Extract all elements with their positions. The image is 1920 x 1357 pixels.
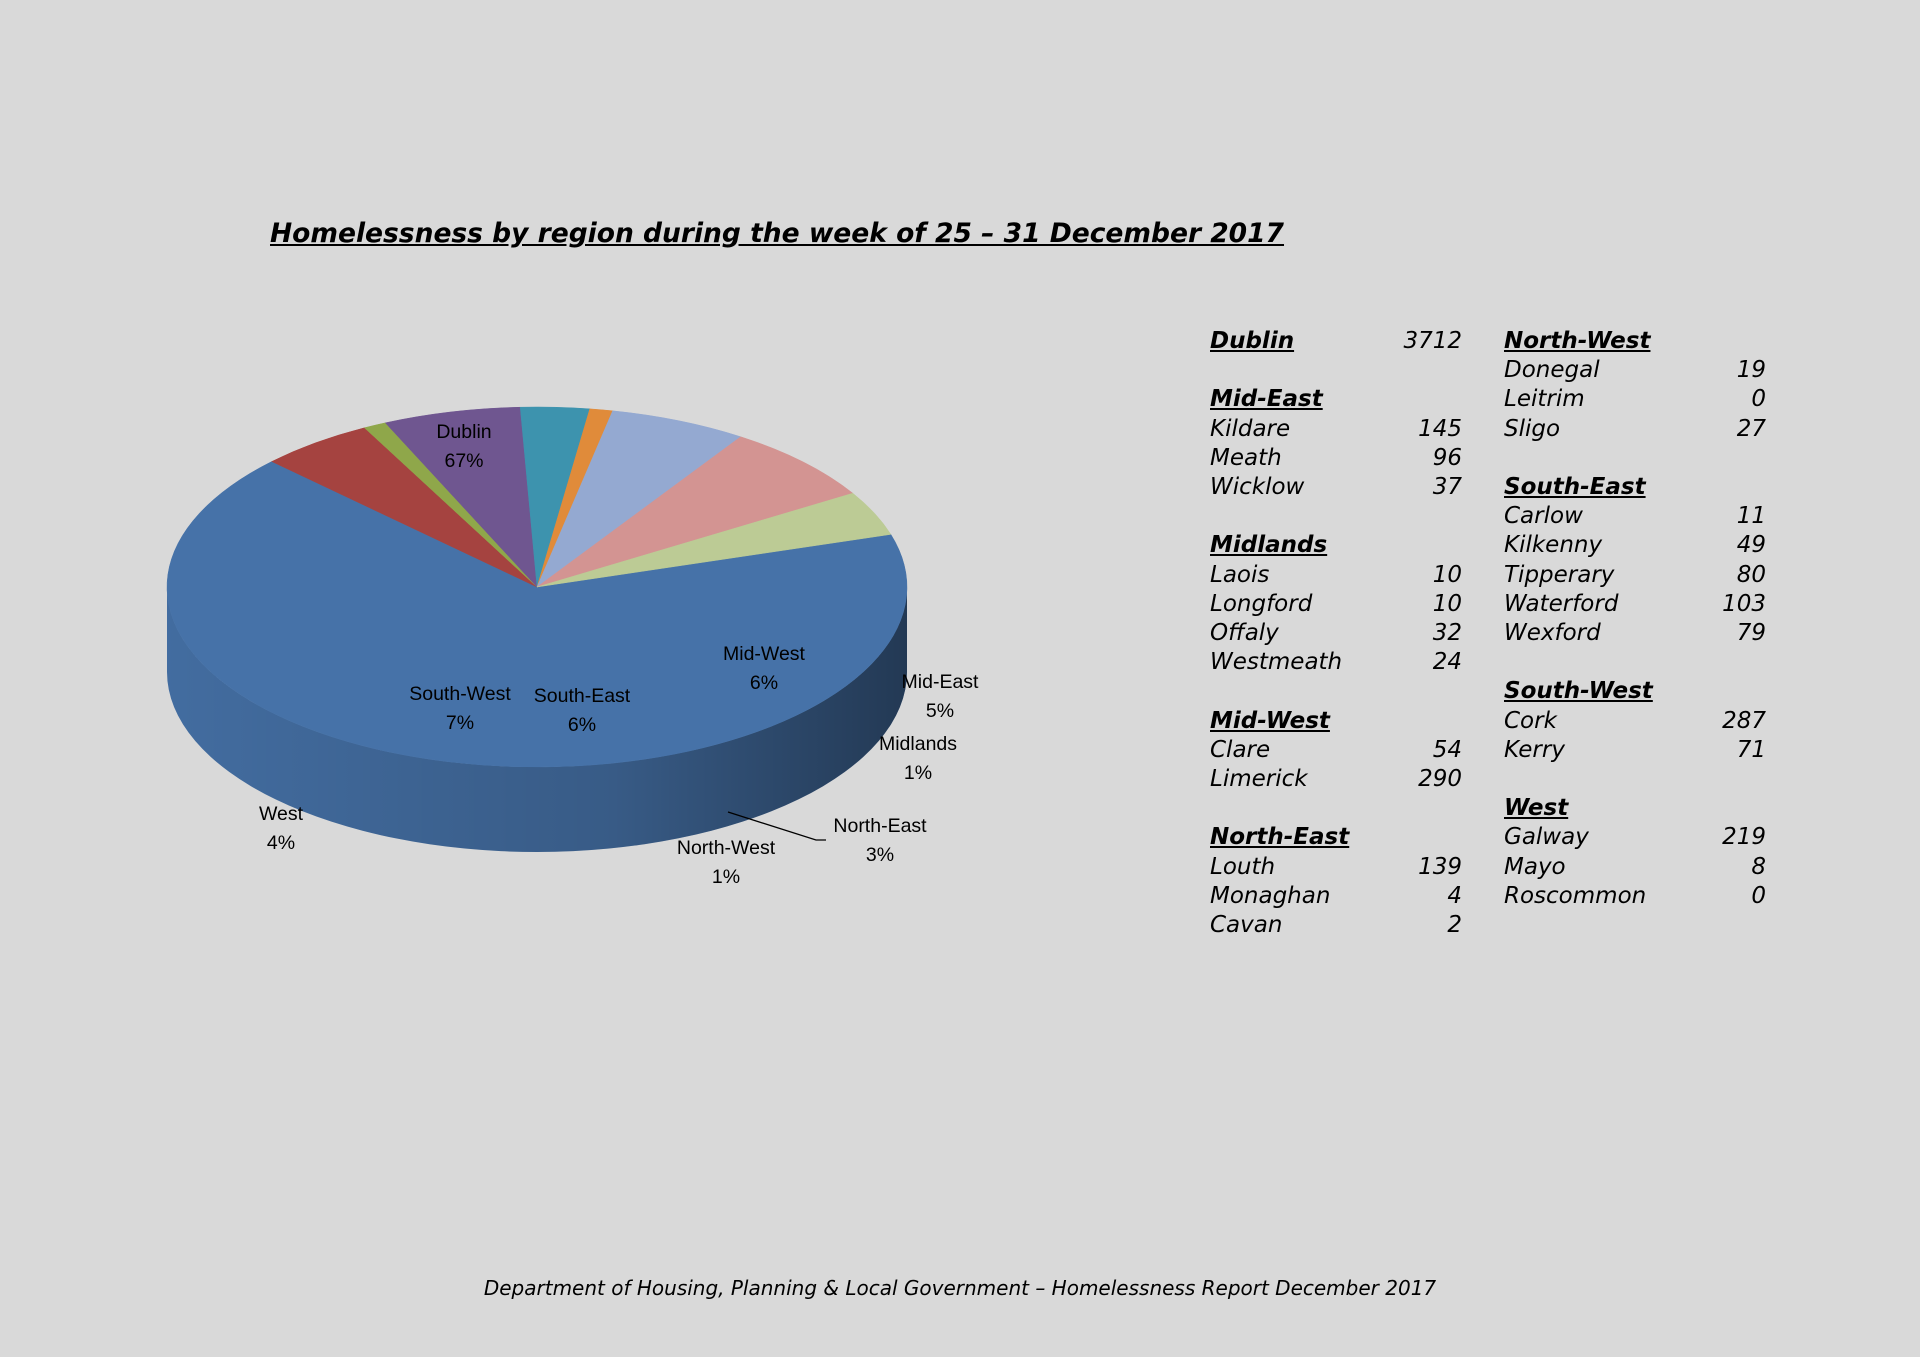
- county-row: [1210, 561, 1472, 590]
- county-row: [1210, 853, 1472, 882]
- county-name: Tipperary: [1504, 561, 1615, 588]
- leader-line-north-east: [728, 812, 826, 840]
- county-name: Wicklow: [1210, 474, 1305, 500]
- county-count: 32: [1432, 620, 1462, 646]
- county-count: 27: [1736, 415, 1766, 442]
- region-heading: [1504, 473, 1766, 502]
- region-name: South-East: [1504, 474, 1646, 500]
- county-name: Clare: [1210, 736, 1271, 763]
- region-name: Mid-West: [1210, 707, 1330, 734]
- county-name: Wexford: [1504, 620, 1601, 646]
- county-count: 287: [1722, 707, 1766, 734]
- region-heading: [1504, 677, 1766, 706]
- region-heading: [1210, 327, 1472, 356]
- county-row: [1504, 823, 1766, 852]
- county-row: [1210, 911, 1472, 940]
- region-heading: [1504, 327, 1766, 356]
- county-row: [1210, 415, 1472, 444]
- county-name: Sligo: [1504, 415, 1561, 442]
- county-name: Louth: [1210, 853, 1276, 880]
- region-heading: [1504, 794, 1766, 823]
- county-name: Longford: [1210, 590, 1313, 617]
- county-name: Laois: [1210, 561, 1270, 588]
- county-row: [1210, 648, 1472, 677]
- county-name: Roscommon: [1504, 882, 1647, 909]
- county-count: 79: [1736, 620, 1766, 646]
- county-count: 4: [1447, 882, 1462, 909]
- county-name: Cavan: [1210, 912, 1283, 938]
- county-count: 80: [1736, 561, 1766, 588]
- county-row: [1210, 736, 1472, 765]
- county-name: Carlow: [1504, 503, 1583, 530]
- county-count: 8: [1751, 853, 1766, 880]
- county-count: 49: [1736, 532, 1766, 559]
- region-name: Dublin: [1210, 328, 1295, 354]
- region-name: West: [1504, 795, 1569, 822]
- county-name: Leitrim: [1504, 386, 1585, 413]
- county-count: 24: [1432, 649, 1462, 676]
- county-count: 37: [1432, 474, 1462, 500]
- county-count: 219: [1722, 824, 1766, 851]
- pie-label-mid-west: Mid-West 6%: [723, 643, 805, 694]
- county-row: [1504, 502, 1766, 531]
- region-name: South-West: [1504, 678, 1653, 705]
- county-count: 0: [1751, 386, 1766, 413]
- region-heading: [1210, 531, 1472, 560]
- county-count: 19: [1736, 357, 1766, 384]
- region-name: North-West: [1504, 328, 1651, 354]
- county-count: 96: [1432, 444, 1462, 471]
- county-name: Limerick: [1210, 766, 1308, 792]
- county-row: [1210, 590, 1472, 619]
- county-name: Cork: [1504, 707, 1557, 734]
- footer-text: Department of Housing, Planning & Local Government – Homelessness Report December 2017: [483, 1276, 1437, 1300]
- county-count: 139: [1418, 853, 1462, 880]
- county-row: [1210, 765, 1472, 794]
- county-name: Meath: [1210, 444, 1282, 471]
- county-count: 103: [1722, 590, 1766, 617]
- region-heading: [1210, 707, 1472, 736]
- county-row: [1210, 444, 1472, 473]
- region-heading: [1210, 385, 1472, 414]
- county-row: [1504, 619, 1766, 648]
- county-count: 10: [1432, 590, 1462, 617]
- county-row: [1504, 882, 1766, 911]
- county-row: [1504, 531, 1766, 560]
- pie-label-north-east: North-East 3%: [833, 815, 927, 866]
- pie-label-dublin: Dublin 67%: [436, 421, 492, 472]
- county-row: [1504, 356, 1766, 385]
- county-count: 11: [1736, 503, 1766, 530]
- county-name: Offaly: [1210, 620, 1279, 646]
- county-count: 290: [1418, 766, 1462, 792]
- pie-top-slices: [167, 407, 907, 767]
- county-row: [1504, 415, 1766, 444]
- county-row: [1504, 853, 1766, 882]
- pie-label-south-east: South-East 6%: [533, 685, 631, 736]
- pie-label-north-west: North-West 1%: [676, 837, 776, 888]
- county-row: [1504, 590, 1766, 619]
- pie-label-midlands: Midlands 1%: [878, 733, 958, 784]
- pie-label-south-west: South-West 7%: [409, 683, 511, 734]
- region-name: Mid-East: [1210, 386, 1323, 413]
- county-name: Kerry: [1504, 736, 1565, 763]
- county-name: Kildare: [1210, 415, 1291, 442]
- region-name: Midlands: [1210, 532, 1328, 559]
- chart-title: Homelessness by region during the week of 25 – 31 December 2017: [270, 218, 1285, 249]
- county-count: 0: [1751, 882, 1766, 909]
- county-name: Mayo: [1504, 853, 1566, 880]
- county-name: Donegal: [1504, 357, 1600, 384]
- county-name: Westmeath: [1210, 649, 1343, 676]
- pie-label-mid-east: Mid-East 5%: [901, 671, 979, 722]
- pie-leader-lines: [728, 812, 826, 840]
- county-count: 2: [1447, 912, 1462, 938]
- pie-label-west: West 4%: [258, 803, 304, 854]
- county-row: [1504, 736, 1766, 765]
- county-row: [1210, 882, 1472, 911]
- county-row: [1504, 561, 1766, 590]
- county-row: [1210, 619, 1472, 648]
- county-row: [1504, 707, 1766, 736]
- county-name: Monaghan: [1210, 882, 1331, 909]
- county-row: [1504, 385, 1766, 414]
- county-name: Kilkenny: [1504, 532, 1603, 559]
- region-heading: [1210, 823, 1472, 852]
- region-name: North-East: [1210, 824, 1350, 851]
- county-name: Waterford: [1504, 590, 1619, 617]
- county-count: 145: [1418, 415, 1462, 442]
- county-count: 54: [1432, 736, 1462, 763]
- county-count: 3712: [1403, 328, 1462, 354]
- county-name: Galway: [1504, 824, 1589, 851]
- county-count: 71: [1736, 736, 1766, 763]
- county-row: [1210, 473, 1472, 502]
- county-count: 10: [1432, 561, 1462, 588]
